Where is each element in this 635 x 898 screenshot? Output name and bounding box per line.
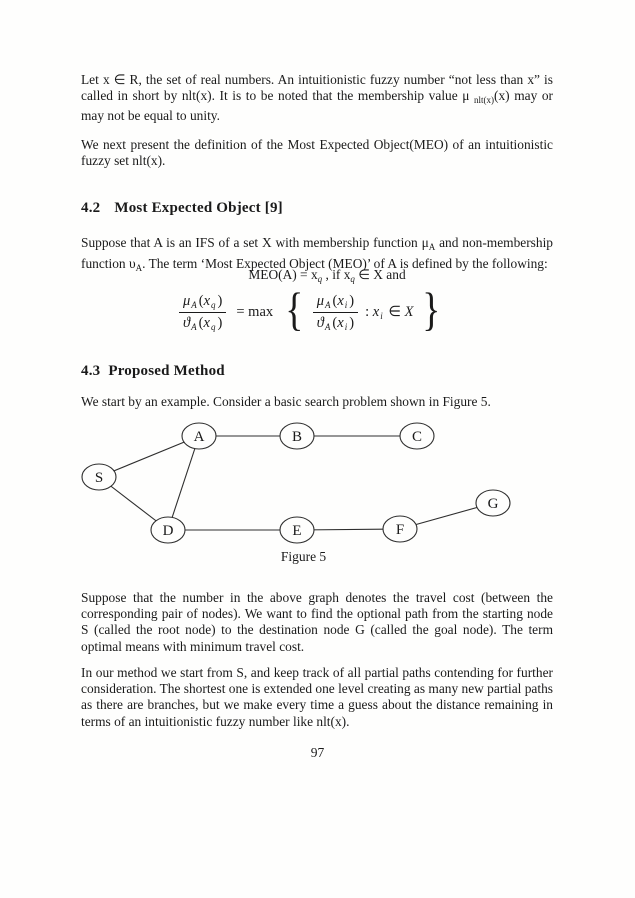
rhs-denominator	[313, 313, 358, 332]
text-run: (	[198, 292, 204, 309]
text-run: ϑ	[183, 314, 191, 331]
text-run: X	[404, 303, 414, 320]
text-run: :	[365, 303, 373, 320]
graph-node-label-G: G	[487, 496, 499, 512]
text-run: )	[217, 292, 223, 309]
subscript-text: A	[428, 242, 436, 252]
text-run: x	[203, 292, 211, 309]
subscript-text: A	[191, 321, 197, 332]
text-run: μ	[316, 292, 324, 309]
equals-max	[236, 304, 273, 321]
text-run: . The term ‘Most Expected Object (MEO)’ of A is defined by the following:	[142, 255, 548, 271]
paragraph-5: Suppose that the number in the above graph denotes the travel cost (between the corresponding pair of nodes). We want to find the optional path from the starting node S (called the root node) to the destination node G (called the goal node). The term optimal means with minimum travel cost.	[81, 590, 553, 654]
subscript-text: q	[350, 274, 355, 284]
set-condition	[365, 304, 413, 321]
subscript-text: A	[191, 299, 197, 310]
text-run: (x) may or may not be equal to unity.	[81, 87, 553, 124]
text-run: Suppose that A is an IFS of a set X with membership function μ	[81, 235, 429, 250]
section-heading-4-3	[81, 363, 225, 380]
lhs-denominator	[179, 313, 226, 332]
rhs-fraction	[313, 293, 358, 332]
graph-node-label-D: D	[162, 523, 174, 539]
text-run: (	[198, 314, 204, 331]
text-run: x	[337, 314, 344, 331]
text-run: MEO(A) = x	[248, 267, 318, 282]
graph-node-label-F: F	[395, 522, 405, 538]
subscript-text: A	[324, 321, 331, 332]
section-title: Proposed Method	[108, 363, 225, 379]
graph-node-label-B: B	[291, 429, 303, 445]
lhs-fraction	[179, 293, 226, 332]
text-run: = max	[236, 303, 274, 320]
graph-edge-A-D	[168, 436, 199, 530]
paragraph-4: We start by an example. Consider a basic search problem shown in Figure 5.	[81, 394, 491, 409]
subscript-text: q	[317, 274, 323, 284]
page-number: 97	[310, 745, 325, 760]
text-run: (	[332, 292, 338, 309]
graph-svg	[0, 418, 635, 550]
subscript-text: q	[210, 321, 216, 332]
section-title: Most Expected Object [9]	[114, 200, 283, 216]
text-run: and non-membership function υ	[81, 235, 553, 271]
text-run: )	[349, 292, 355, 309]
lhs-numerator	[179, 293, 226, 313]
subscript-text: i	[344, 321, 348, 332]
paragraph-1	[81, 72, 553, 124]
subscript-text: i	[344, 299, 348, 310]
graph-node-label-C: C	[411, 429, 423, 445]
meo-ratio-formula	[81, 283, 553, 338]
text-run: )	[217, 314, 223, 331]
section-number: 4.3	[81, 363, 101, 379]
text-run: Let x ∈ R, the set of real numbers. An intuitionistic fuzzy number “not less than x” is called in short by nlt(x). It is to be noted that the membership value μ	[81, 72, 553, 103]
figure-5-graph	[0, 418, 635, 550]
left-brace: {	[285, 283, 304, 336]
subscript-text: A	[324, 299, 331, 310]
subscript-text: A	[135, 262, 143, 273]
right-brace: }	[422, 283, 441, 336]
graph-node-label-A: A	[193, 429, 205, 445]
text-run: ∈	[384, 303, 405, 320]
text-run: )	[349, 314, 355, 331]
subscript-text: q	[211, 299, 216, 310]
text-run: ∈ X and	[354, 267, 406, 282]
text-run: , if x	[322, 267, 351, 282]
graph-node-label-S: S	[94, 470, 104, 486]
section-number: 4.2	[81, 200, 101, 216]
text-run: x	[337, 292, 344, 309]
text-run: μ	[182, 292, 191, 309]
figure-caption: Figure 5	[280, 549, 327, 564]
text-run: x	[372, 303, 380, 320]
text-run: (	[332, 314, 338, 331]
text-run: ϑ	[316, 314, 324, 331]
graph-node-label-E: E	[292, 523, 302, 539]
paragraph-6: In our method we start from S, and keep track of all partial paths contending for further consideration. The shortest one is extended one level creating as many new partial paths as there are branches, but we make every time a guess about the distance remaining in terms of an intuitionistic fuzzy number like nlt(x).	[81, 665, 553, 729]
rhs-numerator	[313, 293, 358, 313]
section-heading-4-2	[81, 200, 283, 217]
text-run: x	[203, 314, 210, 331]
meo-definition-line	[81, 267, 553, 284]
paragraph-2: We next present the definition of the Most Expected Object(MEO) of an intuitionistic fuzzy set nlt(x).	[81, 137, 553, 168]
subscript-text: i	[380, 310, 383, 321]
subscript-text: nlt(x)	[474, 94, 495, 105]
